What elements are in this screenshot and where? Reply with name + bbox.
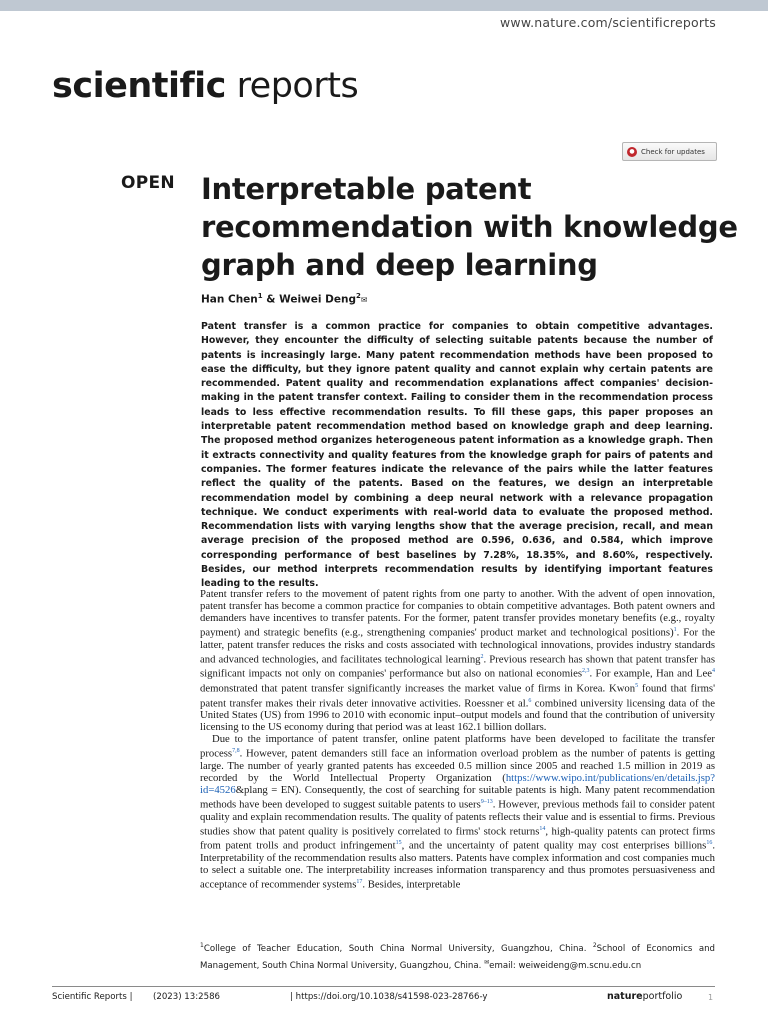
publisher-logo-regular: portfolio <box>642 991 683 1002</box>
wipo-link[interactable]: https://www.wipo.int/publications/en/details.jsp?id=4526 <box>200 772 715 797</box>
citation-link[interactable]: 2 <box>480 653 484 660</box>
footer-volume: (2023) 13:2586 <box>153 992 221 1002</box>
citation-link[interactable]: 17 <box>356 879 363 886</box>
body-text: Patent transfer refers to the movement of patent rights from one party to another. With the advent of open innovation, patent transfer has become a common practice for companies to obtain competitive advantages. Both patent owners and demanders have incentives to transfer patents. For the former, patent transfer provides monetary benefits (e.g., royalty payment) and strategic benefits (e.g., strengthening companies' product market and technological positions) <box>200 588 715 639</box>
author-separator: & <box>262 293 280 306</box>
citation-link[interactable]: 1 <box>673 627 677 634</box>
affiliations <box>200 939 715 974</box>
affiliation-ref: 1 <box>257 292 263 300</box>
body-text: combined university licensing data of the United States (US) from 1996 to 2010 with economic input–output models and found that the contribution of university licensing to the US economy during that period was at least 162.1 billion dollars. <box>200 697 715 734</box>
body-text: . However, patent demanders still face an information overload problem as the number of patents is getting large. The number of yearly granted patents has exceeded 0.5 million since 2005 and reached 1.5 million in 2019 as recorded by the World Intellectual Property Organization ( <box>200 747 715 785</box>
author-name[interactable]: Han Chen <box>201 293 258 306</box>
body-text: . Previous research has shown that patent transfer has significant impacts not only on companies' performance but also on national economies <box>200 653 716 680</box>
corresponding-email[interactable]: email: weiweideng@m.scnu.edu.cn <box>489 961 642 972</box>
citation-link[interactable]: 14 <box>539 825 546 832</box>
body-text: . Besides, interpretable <box>362 878 461 891</box>
journal-logo <box>52 66 358 106</box>
journal-logo-bold: scientific <box>52 66 226 106</box>
journal-url-link[interactable]: www.nature.com/scientificreports <box>500 15 717 30</box>
check-for-updates-label: Check for updates <box>641 147 705 156</box>
body-paragraph <box>200 588 715 733</box>
publisher-logo <box>607 991 682 1002</box>
footer-journal: Scientific Reports | <box>52 992 133 1002</box>
page-number: 1 <box>708 993 714 1002</box>
citation-link[interactable]: 9–13 <box>480 799 493 806</box>
body-text: demonstrated that patent transfer significantly increases the market value of firms in Korea. Kwon <box>200 682 636 695</box>
envelope-icon[interactable]: ✉ <box>360 295 368 305</box>
citation-link[interactable]: 7,8 <box>232 748 240 755</box>
article-title: Interpretable patent recommendation with knowledge graph and deep learning <box>201 172 738 282</box>
envelope-icon: ✉ <box>484 959 490 967</box>
publisher-logo-bold: nature <box>607 991 643 1002</box>
body-text: . However, previous methods fail to consider patent quality and explain recommendation results. The quality of patents reflects their value and is essential to firms. Previous studies show that patent quality is positively correlated to firms' stock returns <box>200 798 715 838</box>
body-text: found that firms' patent transfer makes their rivals deter innovative activities. Roessner et al. <box>200 682 716 710</box>
body-text: . Interpretability of the recommendation results also matters. Patents have complex information and cost companies much to select a suitable one. The interpretability increases information transparency and thus promotes persuasiveness and acceptance of recommender systems <box>200 839 715 891</box>
body-text: Due to the importance of patent transfer, online patent platforms have been developed to facilitate the transfer process <box>200 733 715 760</box>
body-text: , and the uncertainty of patent quality may cost enterprises billions <box>401 839 707 852</box>
body-text: . For example, Han and Lee <box>589 667 712 680</box>
journal-logo-regular: reports <box>225 66 359 106</box>
citation-link[interactable]: 6 <box>528 697 532 704</box>
check-for-updates-button[interactable] <box>622 142 717 161</box>
citation-link[interactable]: 2,3 <box>582 668 590 675</box>
header-bar <box>0 0 768 11</box>
article-body <box>200 588 715 891</box>
body-text: , high-quality patents can protect firms from patent trolls and product infringement <box>200 825 715 852</box>
footer-divider <box>52 986 715 987</box>
citation-link[interactable]: 4 <box>711 668 715 675</box>
body-text: . For the latter, patent transfer reduces the risks and costs associated with technological innovations, provides industry standards and advanced technologies, and facilitates technological learning <box>200 626 715 666</box>
footer-doi-link[interactable]: | https://doi.org/10.1038/s41598-023-28766-y <box>290 992 488 1002</box>
open-access-label: OPEN <box>121 173 175 193</box>
citation-link[interactable]: 15 <box>395 840 402 847</box>
body-paragraph <box>200 733 715 890</box>
affiliation-text: School of Economics and Management, South China Normal University, Guangzhou, China. <box>200 943 715 972</box>
author-list <box>201 292 368 306</box>
affiliation-text: College of Teacher Education, South China Normal University, Guangzhou, China. <box>203 943 593 954</box>
affiliation-marker: 2 <box>592 942 597 949</box>
abstract: Patent transfer is a common practice for companies to obtain competitive advantages. However, they encounter the difficulty of selecting suitable patents because the number of patents is increasingly large. Many patent recommendation methods have been proposed to ease the difficulty, but they ignore patent quality and cannot explain why certain patents are recommended. Patent quality and recommendation explanations affect companies' decision-making in the patent transfer context. Failing to consider them in the recommendation process leads to less effective recommendation results. To fill these gaps, this paper proposes an interpretable patent recommendation method based on knowledge graph and deep learning. The proposed method organizes heterogeneous patent information as a knowledge graph. Then it extracts connectivity and quality features from the knowledge graph for pairs of patents and companies. The former features indicate the relevance of the pairs while the latter features reflect the quality of the patents. Based on the features, we design an interpretable recommendation model by combining a deep neural network with a relevance propagation technique. We conduct experiments with real-world data to evaluate the proposed method. Recommendation lists with varying lengths show that the average precision, recall, and mean average precision of the proposed method are 0.596, 0.636, and 0.584, which improve corresponding performance of best baselines by 7.28%, 18.35%, and 8.60%, respectively. Besides, our method interprets recommendation results by identifying important features leading to the results. <box>201 321 713 590</box>
body-text: &plang = EN). Consequently, the cost of searching for suitable patents is high. Many patent recommendation methods have been developed to suggest suitable patents to users <box>200 784 715 811</box>
affiliation-marker: 1 <box>200 942 204 949</box>
affiliation-ref: 2 <box>355 292 361 300</box>
citation-link[interactable]: 16 <box>706 840 713 847</box>
crossmark-icon: ● <box>627 147 637 157</box>
citation-link[interactable]: 5 <box>635 683 639 690</box>
author-name[interactable]: Weiwei Deng <box>279 293 356 306</box>
